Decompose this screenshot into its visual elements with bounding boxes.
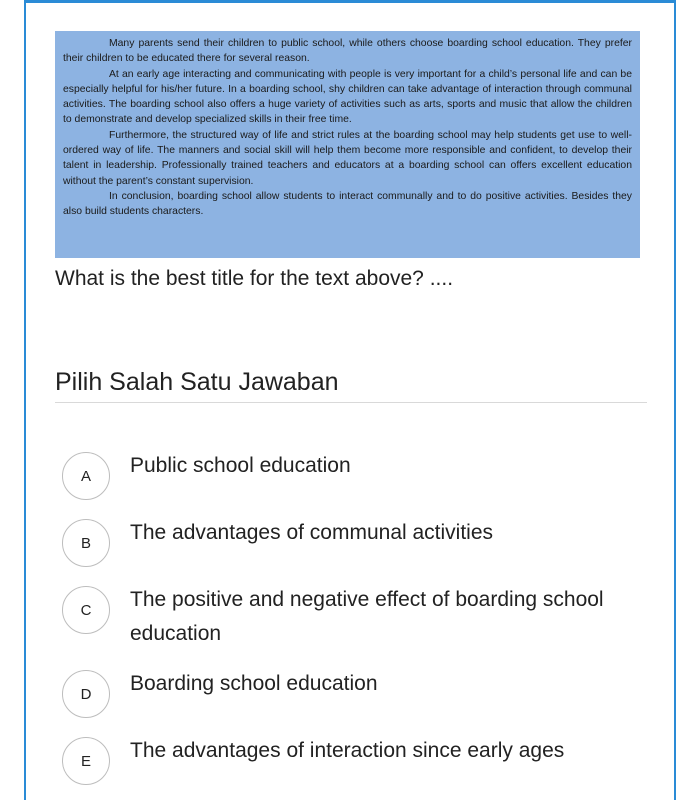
option-b-text[interactable]: The advantages of communal activities — [130, 521, 494, 544]
passage-paragraph: Furthermore, the structured way of life and strict rules at the boarding school may help students get use to well-ordered way of life. The manners and social skill will help them become more responsible and confident, to develop their talent in leadership. Professionally trained teachers and educators at a boarding school can offers excellent education without the parent’s constant supervision. — [63, 129, 632, 187]
option-e-letter[interactable]: E — [62, 737, 110, 785]
option-e-text[interactable]: The advantages of interaction since early ages — [130, 739, 565, 762]
option-b-letter[interactable]: B — [62, 519, 110, 567]
section-divider — [55, 402, 647, 403]
option-a-letter[interactable]: A — [62, 452, 110, 500]
reading-passage — [55, 31, 640, 258]
option-a-text[interactable]: Public school education — [130, 454, 351, 477]
question-text: What is the best title for the text above? .... — [55, 267, 454, 290]
option-d-text[interactable]: Boarding school education — [130, 672, 378, 695]
passage-paragraph: At an early age interacting and communicating with people is very important for a child’s personal life and can be especially helpful for his/her future. In a boarding school, shy children can take advantage of interaction through communal activities. The boarding school also offers a huge variety of activities such as arts, sports and music that allow the children to demonstrate and develop specialized skills in their free time. — [63, 68, 632, 126]
option-c-letter[interactable]: C — [62, 586, 110, 634]
passage-paragraph: In conclusion, boarding school allow students to interact communally and to do positive activities. Besides they also build students characters. — [63, 190, 632, 218]
section-title: Pilih Salah Satu Jawaban — [55, 368, 339, 396]
option-d-letter[interactable]: D — [62, 670, 110, 718]
passage-paragraph: Many parents send their children to public school, while others choose boarding school education. They prefer their children to be educated there for several reason. — [63, 38, 632, 65]
option-c-text[interactable]: The positive and negative effect of boarding school education — [130, 588, 604, 645]
